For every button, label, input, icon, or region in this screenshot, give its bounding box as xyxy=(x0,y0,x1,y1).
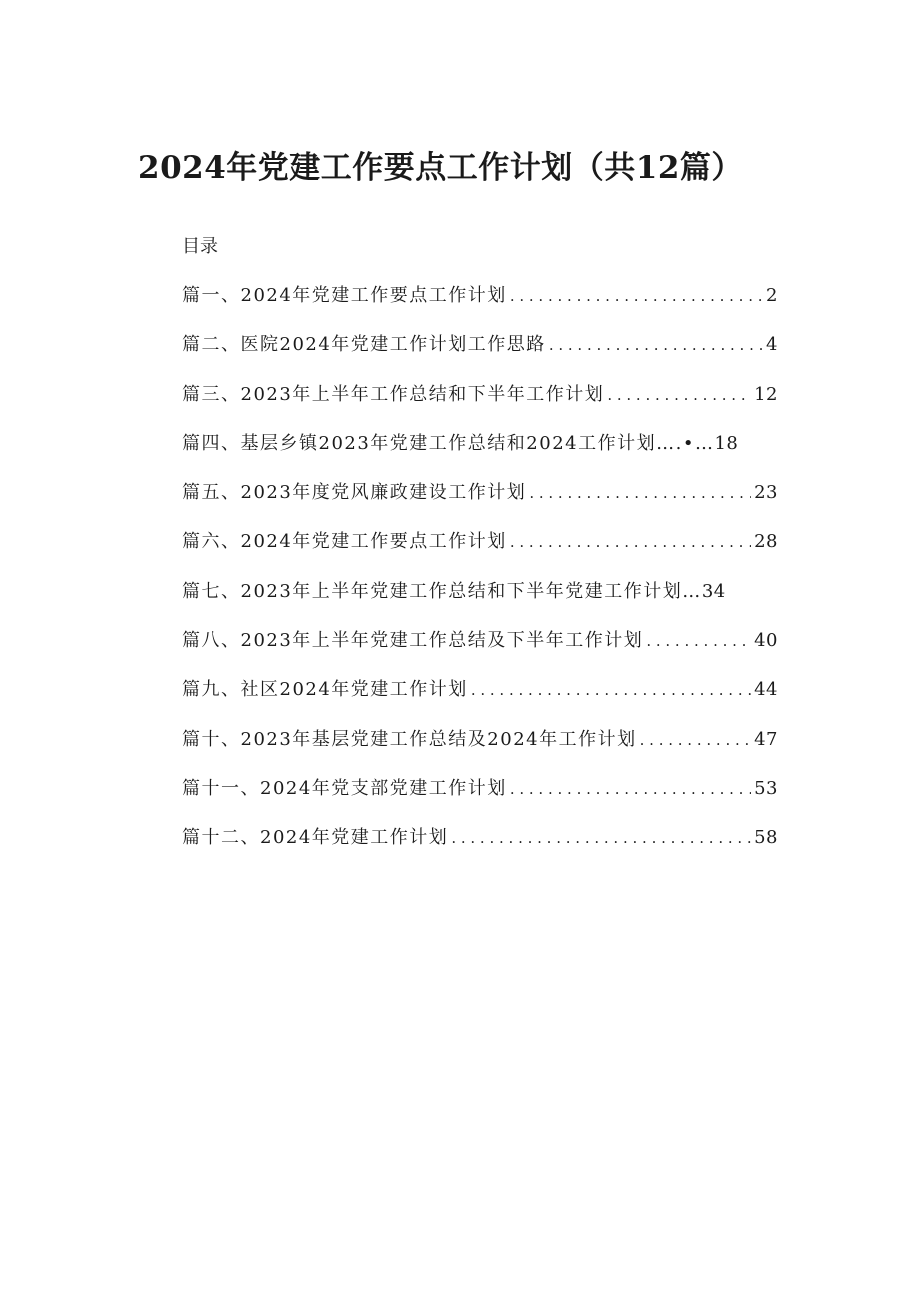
toc-entry-page: 53 xyxy=(754,777,778,799)
toc-entry-label: 篇六、2024年党建工作要点工作计划 xyxy=(182,531,507,553)
toc-entry-11[interactable] xyxy=(182,775,778,824)
toc-entry-6[interactable] xyxy=(182,528,778,577)
toc-leader-dots xyxy=(510,282,763,310)
toc-entry-page: 44 xyxy=(754,679,778,701)
toc-entry-label: 篇十、2023年基层党建工作总结及2024年工作计划 xyxy=(182,728,637,750)
document-title: 2024年党建工作要点工作计划（共12篇） xyxy=(138,150,743,186)
toc-leader-dots xyxy=(510,528,751,556)
toc-entry-8[interactable] xyxy=(182,627,778,676)
toc-entry-label: 篇八、2023年上半年党建工作总结及下半年工作计划 xyxy=(182,630,644,652)
toc-leader-dots xyxy=(646,627,751,655)
toc-entry-3[interactable] xyxy=(182,381,778,430)
toc-entry-12[interactable] xyxy=(182,824,778,873)
toc-heading: 目录 xyxy=(182,236,218,257)
toc-entry-page: 18 xyxy=(714,432,739,454)
toc-entry-1[interactable] xyxy=(182,282,778,331)
toc-entry-page: 47 xyxy=(754,728,778,750)
toc-leader-dots xyxy=(510,775,751,803)
toc-leader-dots xyxy=(471,676,751,704)
toc-entry-page: 12 xyxy=(754,383,778,405)
toc-entry-5[interactable] xyxy=(182,479,778,528)
toc-entry-label: 篇三、2023年上半年工作总结和下半年工作计划 xyxy=(182,383,605,405)
table-of-contents xyxy=(182,282,778,874)
toc-entry-page: 40 xyxy=(754,630,778,652)
toc-leader-dots xyxy=(640,726,751,754)
toc-entry-page: 28 xyxy=(754,531,778,553)
toc-entry-label: 篇五、2023年度党风廉政建设工作计划 xyxy=(182,482,527,504)
toc-entry-7[interactable] xyxy=(182,578,778,627)
toc-entry-page: 34 xyxy=(701,580,726,602)
toc-entry-4[interactable] xyxy=(182,430,778,479)
toc-entry-10[interactable] xyxy=(182,726,778,775)
toc-entry-2[interactable] xyxy=(182,331,778,380)
toc-entry-page: 4 xyxy=(766,334,778,356)
toc-entry-label: 篇十二、2024年党建工作计划 xyxy=(182,827,449,849)
toc-entry-label: 篇四、基层乡镇2023年党建工作总结和2024工作计划….•… xyxy=(182,432,715,454)
toc-entry-page: 2 xyxy=(766,285,778,306)
toc-entry-label: 篇十一、2024年党支部党建工作计划 xyxy=(182,777,507,799)
toc-entry-label: 篇二、医院2024年党建工作计划工作思路 xyxy=(182,334,546,356)
toc-leader-dots xyxy=(529,479,751,507)
toc-leader-dots xyxy=(607,381,751,409)
toc-entry-page: 58 xyxy=(754,827,778,849)
toc-entry-label: 篇七、2023年上半年党建工作总结和下半年党建工作计划… xyxy=(182,580,702,602)
toc-entry-label: 篇九、社区2024年党建工作计划 xyxy=(182,679,468,701)
toc-entry-label: 篇一、2024年党建工作要点工作计划 xyxy=(182,285,507,306)
toc-entry-page: 23 xyxy=(754,482,778,504)
toc-leader-dots xyxy=(549,331,763,359)
toc-entry-9[interactable] xyxy=(182,676,778,725)
toc-leader-dots xyxy=(451,824,751,852)
